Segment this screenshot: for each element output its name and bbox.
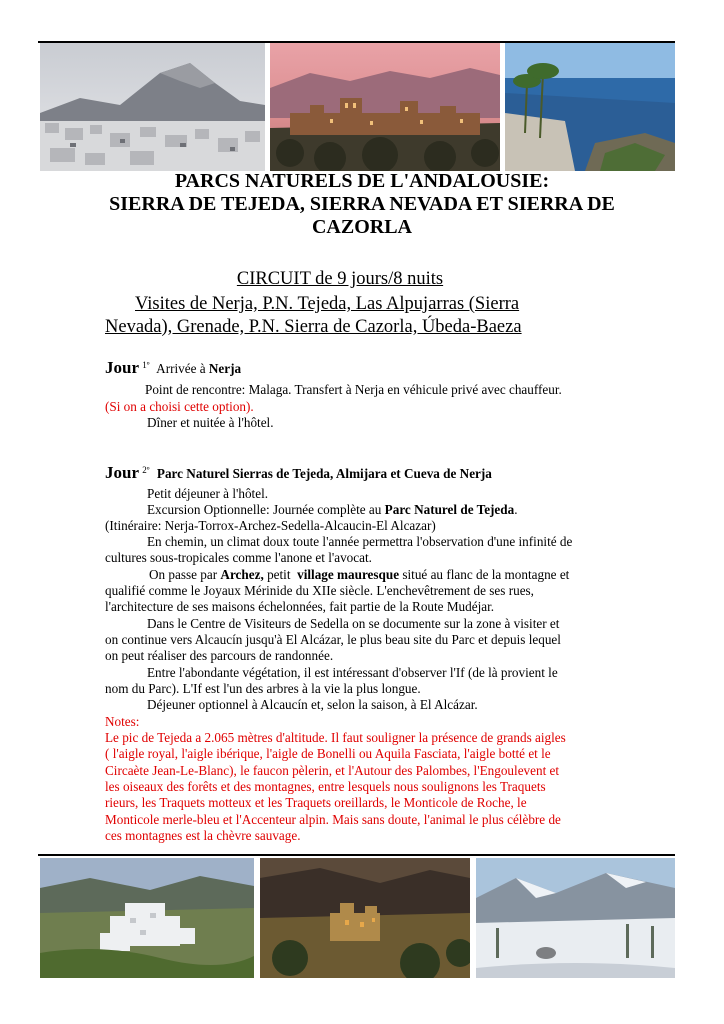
day-2-line-2c: . <box>514 502 518 517</box>
day-1-line-3: Dîner et nuitée à l'hôtel. <box>147 415 274 430</box>
day-1-jour: Jour <box>105 358 139 377</box>
snowy-valley-photo <box>476 858 675 978</box>
day-2-number: 2º <box>142 465 150 475</box>
notes-line-4: les oiseaux des forêts et des montagnes, entre lesquels nous soulignons les Traquets <box>105 779 546 794</box>
notes-line-7: ces montagnes est la chèvre sauvage. <box>105 828 301 843</box>
circuit-visits-text-1: Visites de Nerja, P.N. Tejeda, Las Alpujarras (Sierra <box>135 294 520 314</box>
title-line-3: CAZORLA <box>311 216 412 238</box>
day-1-line-2: (Si on a choisi cette option). <box>105 399 254 414</box>
day-2-line-10: on continue vers Alcaucín jusqu'à El Alcázar, le plus beau site du Parc et depuis lequel <box>105 632 561 647</box>
nerja-coast-balcony-photo <box>505 43 675 171</box>
day-2-heading <box>105 463 492 483</box>
circuit-visits-line-1 <box>105 293 575 316</box>
day-2-jour: Jour <box>105 463 139 482</box>
bottom-divider <box>38 854 675 856</box>
day-2-line-6c: petit <box>263 567 298 582</box>
day-2-line-14: Déjeuner optionnel à Alcaucín et, selon la saison, à El Alcázar. <box>147 697 478 712</box>
castle-ruins-photo <box>260 858 470 978</box>
day-2-line-6e: situé au flanc de la montagne et <box>399 567 570 582</box>
notes-line-2: ( l'aigle royal, l'aigle ibérique, l'aigle de Bonelli ou Aquila Fasciata, l'aigle botté et le <box>105 746 551 761</box>
day-1-line-1: Point de rencontre: Malaga. Transfert à Nerja en véhicule privé avec chauffeur. <box>145 382 562 397</box>
day-2-archez: Archez, <box>220 567 264 582</box>
circuit-duration: CIRCUIT de 9 jours/8 nuits <box>236 269 444 289</box>
day-2-line-3: (Itinéraire: Nerja-Torrox-Archez-Sedella-Alcaucin-El Alcazar) <box>105 518 436 533</box>
title-line-2: SIERRA DE TEJEDA, SIERRA NEVADA ET SIERRA DE <box>109 193 615 215</box>
day-2-line-8: l'architecture de ses maisons échelonnées, fait partie de la Route Mudéjar. <box>105 599 495 614</box>
day-2-line-13: nom du Parc). L'If est l'un des arbres à la vie la plus longue. <box>105 681 421 696</box>
alhambra-sunset-photo <box>270 43 500 171</box>
notes-line-6: Monticole merle-bleu et l'Accenteur alpin. Mais sans doute, l'animal le plus célèbre de <box>105 812 561 827</box>
day-2-line-2 <box>147 502 518 519</box>
day-1-number: 1º <box>142 360 150 370</box>
day-1-prefix: Arrivée à <box>156 361 209 376</box>
day-2-park-name: Parc Naturel de Tejeda <box>384 502 515 517</box>
day-2-title: Parc Naturel Sierras de Tejeda, Almijara et Cueva de Nerja <box>156 466 492 481</box>
day-1-place: Nerja <box>208 361 242 376</box>
white-village-mountain-photo <box>40 43 265 171</box>
circuit-summary <box>105 268 575 339</box>
day-2-line-4: En chemin, un climat doux toute l'année permettra l'observation d'une infinité de <box>147 534 573 549</box>
day-2-line-1: Petit déjeuner à l'hôtel. <box>147 486 269 501</box>
day-2-line-2a: Excursion Optionnelle: Journée complète au <box>147 502 385 517</box>
circuit-visits-line-2: Nevada), Grenade, P.N. Sierra de Cazorla, Úbeda-Baeza <box>105 317 522 337</box>
day-2-line-6a: On passe par <box>149 567 221 582</box>
day-1-heading <box>105 358 241 378</box>
notes-label: Notes: <box>105 714 140 729</box>
white-village-hills-photo <box>40 858 254 978</box>
document-title <box>40 170 684 239</box>
day-2-line-6 <box>149 567 569 584</box>
day-2-line-12: Entre l'abondante végétation, il est intéressant d'observer l'If (de là provient le <box>147 665 558 680</box>
day-2-line-5: cultures sous-tropicales comme l'anone et l'avocat. <box>105 550 372 565</box>
day-2-village: village mauresque <box>297 567 400 582</box>
notes-line-1: Le pic de Tejeda a 2.065 mètres d'altitude. Il faut souligner la présence de grands aigles <box>105 730 566 745</box>
day-2-line-9: Dans le Centre de Visiteurs de Sedella on se documente sur la zone à visiter et <box>147 616 560 631</box>
day-2-line-7: qualifié comme le Joyaux Mérinide du XIIe siècle. L'enchevêtrement de ses rues, <box>105 583 534 598</box>
notes-line-3: Circaète Jean-Le-Blanc), le faucon pèlerin, et l'Autour des Palombes, l'Engoulevent et <box>105 763 560 778</box>
notes-line-5: rieurs, les Traquets motteux et les Traquets oreillards, le Monticole de Roche, le <box>105 795 527 810</box>
title-line-1: PARCS NATURELS DE L'ANDALOUSIE: <box>174 170 550 192</box>
day-2-line-11: on peut réaliser des parcours de randonnée. <box>105 648 334 663</box>
